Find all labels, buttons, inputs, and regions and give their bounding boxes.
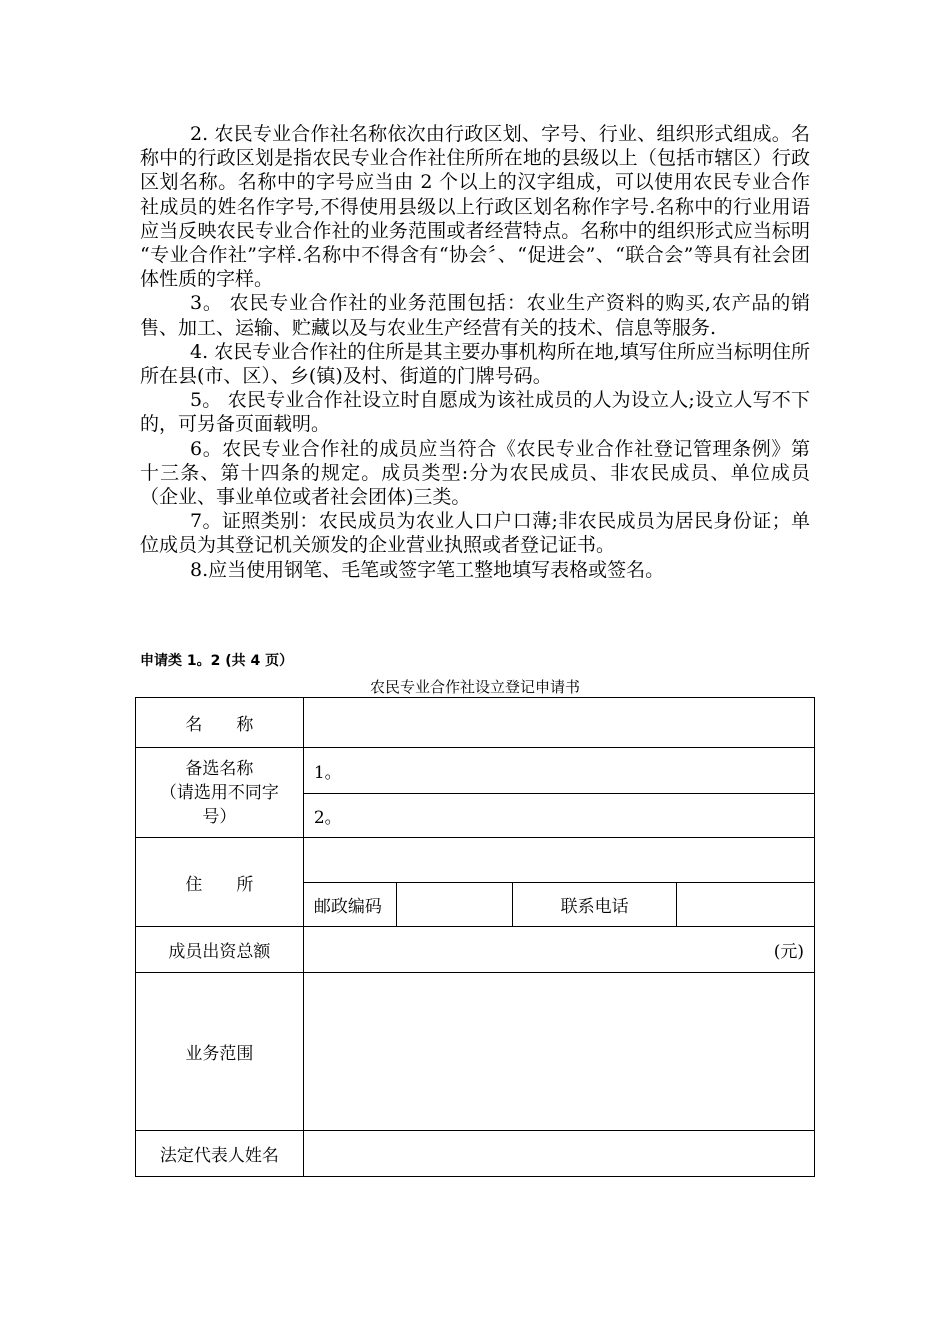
address-label: 住 所 xyxy=(136,838,304,927)
row-capital xyxy=(136,927,815,973)
row-scope xyxy=(136,973,815,1131)
row-alt-name-1 xyxy=(136,748,815,794)
capital-field[interactable] xyxy=(303,927,814,973)
form-title: 农民专业合作社设立登记申请书 xyxy=(369,678,580,696)
note-2: 2. 农民专业合作社名称依次由行政区划、字号、行业、组织形式组成。名称中的行政区划是指农民专业合作社住所所在地的县级以上（包括市辖区）行政区划名称。名称中的字号应当由 2 个以上的汉字组成，可以使用农民专业合作社成员的姓名作字号,不得使用县级以上行政区划名称作字号.名称中的行业用语应当反映农民专业合作社的业务范围或者经营特点。名称中的组织形式应当标明 “专业合作社”字样.名称中不得含有“协会〞、“促进会”、“联合会”等具有社会团体性质的字样。 xyxy=(140,123,810,291)
note-4: 4. 农民专业合作社的住所是其主要办事机构所在地,填写住所应当标明住所所在县(市、区）、乡(镇)及村、街道的门牌号码。 xyxy=(140,340,810,388)
scope-label: 业务范围 xyxy=(136,973,304,1131)
note-6: 6。农民专业合作社的成员应当符合《农民专业合作社登记管理条例》第十三条、第十四条的规定。成员类型:分为农民成员、非农民成员、单位成员（企业、事业单位或者社会团体)三类。 xyxy=(140,437,810,509)
instructions xyxy=(140,122,810,582)
postcode-field[interactable] xyxy=(397,883,513,927)
postcode-label: 邮政编码 xyxy=(303,883,396,927)
note-8: 8.应当使用钢笔、毛笔或签字笔工整地填写表格或签名。 xyxy=(190,558,665,581)
scope-field[interactable] xyxy=(303,973,814,1131)
alt-name-2-field[interactable]: 2。 xyxy=(303,794,814,838)
alt-name-label xyxy=(136,748,304,838)
capital-label: 成员出资总额 xyxy=(136,927,304,973)
capital-unit: (元) xyxy=(773,942,804,962)
legal-rep-field[interactable] xyxy=(303,1131,814,1177)
name-label: 名 称 xyxy=(136,698,304,748)
legal-rep-label: 法定代表人姓名 xyxy=(136,1131,304,1177)
application-form xyxy=(135,697,815,1177)
note-3: 3。 农民专业合作社的业务范围包括：农业生产资料的购买,农产品的销售、加工、运输、贮藏以及与农业生产经营有关的技术、信息等服务. xyxy=(140,292,810,339)
row-address xyxy=(136,838,815,883)
section-label: 申请类 1。2 (共 4 页） xyxy=(140,653,294,669)
phone-field[interactable] xyxy=(677,883,815,927)
note-7: 7。证照类别：农民成员为农业人口户口薄;非农民成员为居民身份证；单位成员为其登记机关颁发的企业营业执照或者登记证书。 xyxy=(140,510,810,557)
address-field[interactable] xyxy=(303,838,814,883)
phone-label: 联系电话 xyxy=(513,883,677,927)
row-name xyxy=(136,698,815,748)
note-5: 5。 农民专业合作社设立时自愿成为该社成员的人为设立人;设立人写不下的，可另备页面载明。 xyxy=(140,389,810,436)
row-legal-rep xyxy=(136,1131,815,1177)
alt-name-label-text: 备选名称 （请选用不同字号） xyxy=(159,758,279,827)
alt-name-1-field[interactable]: 1。 xyxy=(303,748,814,794)
name-field[interactable] xyxy=(303,698,814,748)
